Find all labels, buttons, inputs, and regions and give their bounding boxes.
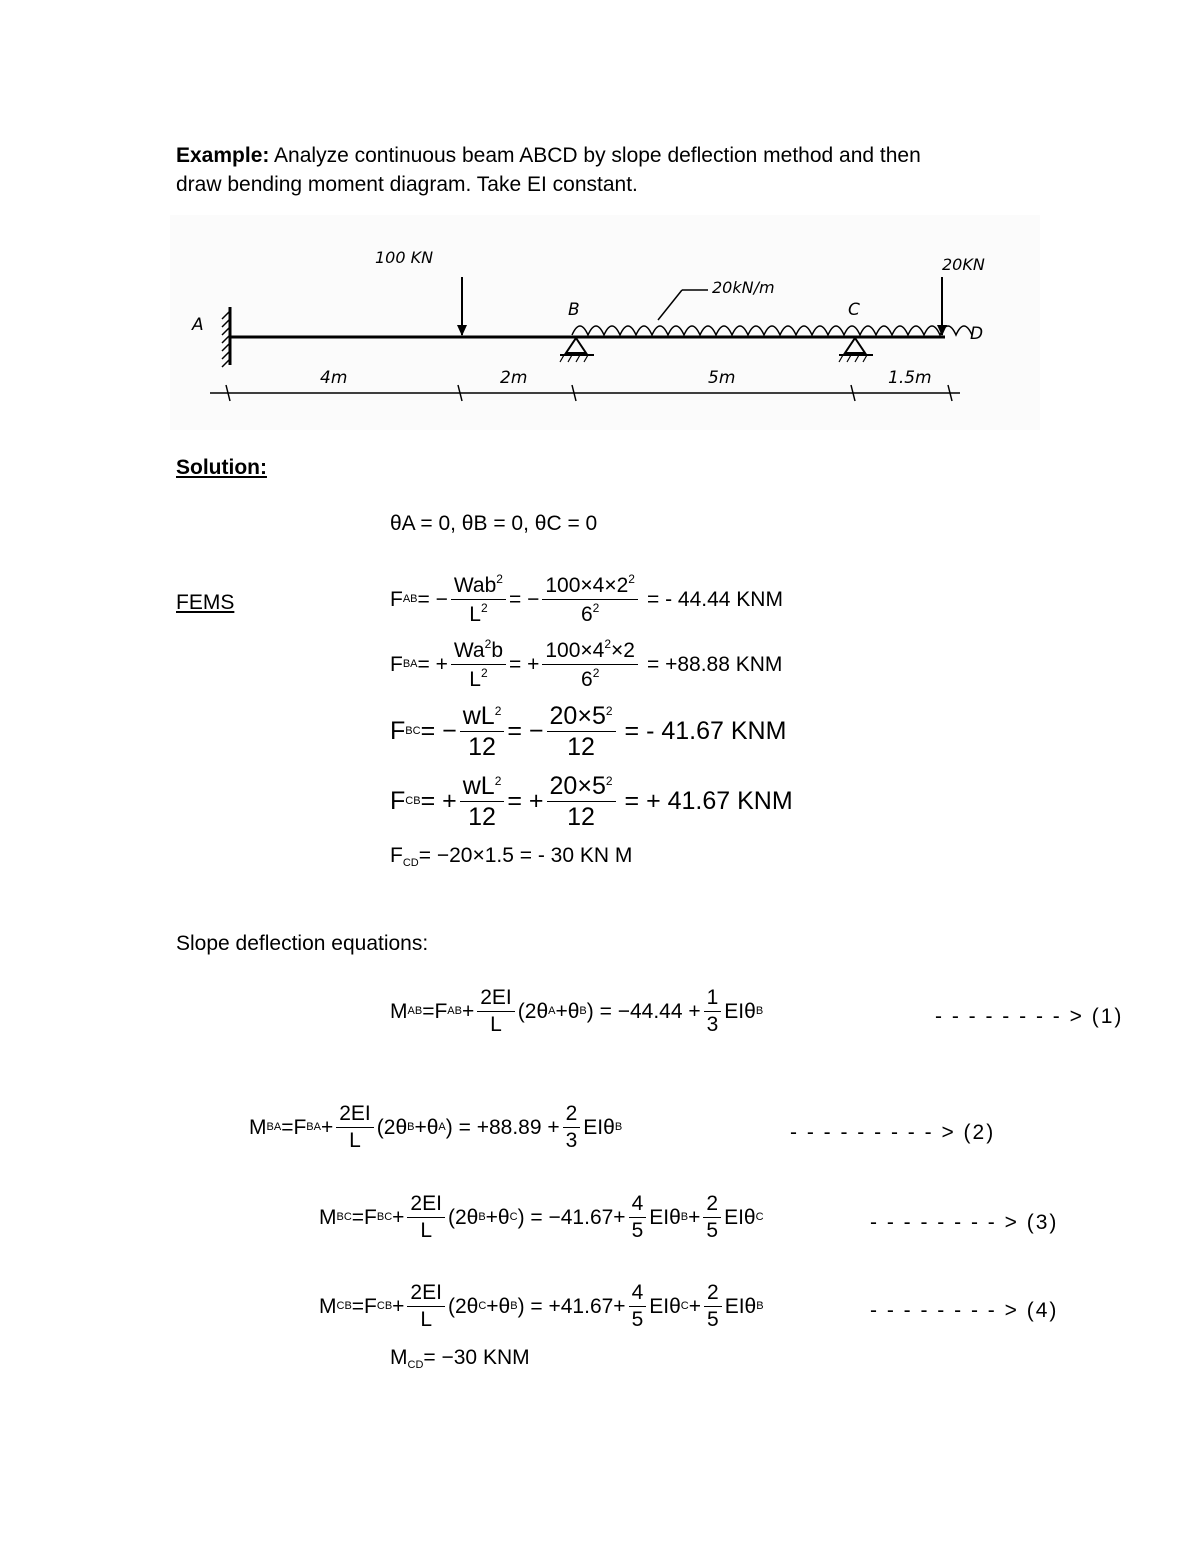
problem-statement-line1 [176,145,921,166]
fem-cd-equation: $F_{CD}= -20\times 1.5$ = - 30 KN M [390,844,633,869]
problem-statement-line2: draw bending moment diagram. Take EI constant. [176,173,638,196]
label-node-a: A [192,315,204,335]
label-span-2: 2m [500,368,528,388]
label-node-c: C [848,300,860,320]
label-udl: 20kN/m [712,278,775,297]
label-node-d: D [970,324,984,344]
fem-ba-equation: F BA = + $\frac{Wa^2b}{L^2}$ = + $\frac{100\times 4^2\times 2}{6^2}$ = +88.88 KNM [390,637,783,692]
problem-text-1: Analyze continuous beam ABCD by slope deflection method and then [269,144,921,167]
label-end-load: 20KN [942,255,985,274]
rotation-conditions: θA = 0, θB = 0, θC = 0 [390,512,598,535]
label-node-b: B [568,300,580,320]
example-label: Example: [176,144,270,167]
beam-diagram [170,215,1040,430]
label-span-4: 1.5m [888,368,932,388]
solution-heading: Solution: [176,456,267,479]
fem-ab-equation: F AB = − $\frac{Wab^2}{L^2}$ = − $\frac{100\times 4\times 2^2}{6^2}$ = - 44.44 KNM [390,572,783,627]
fem-cb-equation: F CB = + $\frac{wL^2}{12}$ = + $\frac{20\times 5^2}{12}$ = + 41.67 KNM [390,772,793,832]
slope-equation-1: M AB =F AB + $\frac{2EI}{L}$ (2θ A +θ B ) = −44.44 + $\frac{1}{3}$ EIθ B [390,986,764,1037]
fems-label: FEMS [176,591,235,614]
slope-equation-2: M BA =F BA + $\frac{2EI}{L}$ (2θ B +θ A ) = +88.89 + $\frac{2}{3}$ EIθ B [249,1102,623,1153]
equation-tag-2: - - - - - - - - - > (2) [790,1121,996,1144]
label-span-1: 4m [320,368,348,388]
equation-tag-1: - - - - - - - - > (1) [935,1005,1124,1028]
moment-cd-equation: $M_{CD}= -30$ KNM [390,1346,530,1371]
slope-equation-3: M BC =F BC + $\frac{2EI}{L}$ (2θ B +θ C ) = −41.67+ $\frac{4}{5}$ EIθ B + $\frac{2}{5}$ EIθ C [319,1192,764,1243]
equation-tag-3: - - - - - - - - > (3) [870,1211,1059,1234]
fem-bc-equation: F BC = − $\frac{wL^2}{12}$ = − $\frac{20\times 5^2}{12}$ = - 41.67 KNM [390,702,787,762]
equation-tag-4: - - - - - - - - > (4) [870,1299,1059,1322]
label-point-load: 100 KN [375,248,434,267]
slope-equation-4: M CB =F CB + $\frac{2EI}{L}$ (2θ C +θ B ) = +41.67+ $\frac{4}{5}$ EIθ C + $\frac{2}{5}$ EIθ B [319,1281,764,1332]
slope-deflection-heading: Slope deflection equations: [176,932,429,955]
label-span-3: 5m [708,368,736,388]
